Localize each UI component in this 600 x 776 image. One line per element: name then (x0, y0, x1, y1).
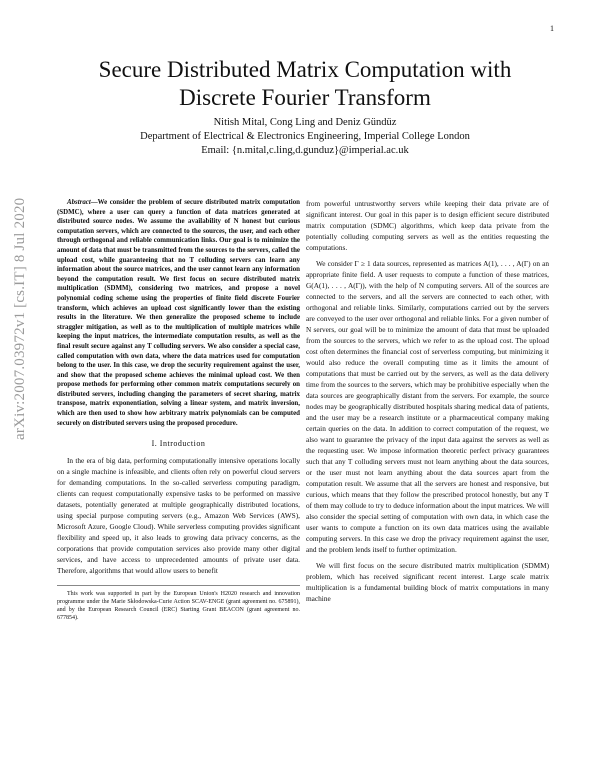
page-number: 1 (550, 24, 554, 33)
abstract-body: —We consider the problem of secure distributed matrix computation (SDMC), where a user can query a function of data matrices generated at distributed source nodes. We assume the availability of N honest but curious computation servers, which are connected to the sources, the user, and each other through orthogonal and reliable communication links. Our goal is to minimize the amount of data that must be transmitted from the sources to the servers, called the upload cost, while guaranteeing that no T colluding servers can learn any information about the source matrices, and the user cannot learn any information beyond the computation result. We first focus on secure distributed matrix multiplication (SDMM), considering two matrices, and propose a novel polynomial coding scheme using the properties of finite field discrete Fourier transform, which achieves an upload cost significantly lower than the existing results in the literature. We then generalize the proposed scheme to include straggler mitigation, as well as to the multiplication of multiple matrices while keeping the input matrices, the intermediate computation results, as well as the final result secure against any T colluding servers. We also consider a special case, called computation with own data, where the data matrices used for computation belong to the user. In this case, we drop the security requirement against the user, and show that the proposed scheme achieves the minimal upload cost. We then propose methods for performing other common matrix computations securely on distributed servers, including changing the parameters of secret sharing, matrix transpose, matrix exponentiation, solving a linear system, and matrix inversion, which are then used to show how arbitrary matrix polynomials can be computed securely on distributed servers using the proposed procedure. (57, 199, 300, 427)
title-line-2: Discrete Fourier Transform (179, 85, 431, 110)
authors: Nitish Mital, Cong Ling and Deniz Gündüz (213, 117, 397, 128)
right-column (306, 198, 549, 604)
author-block (60, 116, 550, 158)
right-paragraph-2: We consider Γ ≥ 1 data sources, represented as matrices A(1), . . . , A(Γ) on an appropriate finite field. A user requests to compute a function of these matrices, G(A(1), . . . , A(Γ)), with the help of N computing servers. All of the sources are connected to the servers, and all the servers are connected to each other, with orthogonal and reliable links. Similarly, computations carried out by the servers are conveyed to the user over orthogonal and reliable links. For a given number of N servers, our goal will be to minimize the amount of data that must be uploaded from the sources to the servers, which we refer to as the upload cost. The upload cost often determines the financial cost of serverless computing, but minimizing it would also reduce the overall computing time as it limits the amount of computations that must be carried out by the servers, as well as the data delivery time from the sources to the servers, which may be prohibitive especially when the data sources are geographically distant from the servers. For example, the source nodes may be geographically distributed hospitals sharing medical data of patients, and the user may be a research institute or a pharmaceutical company making certain queries on the data. In addition to correct computation of the request, we also want to guarantee the privacy of the input data against the servers as well as the requesting user. We impose information theoretic perfect privacy guarantees such that any T colluding servers must not learn anything about the data sources, or the user must not learn anything about the data sources apart from the computation result. We assume that all the servers are honest and responsive, but curious, which means that they follow the prescribed protocol honestly, but any T of them may collude to try to deduce information about the input matrices. We will also consider the special setting of computation with own data, in which case the user wants to compute a function on its own data matrices using the available computing servers. In this case we drop the privacy requirement against the user, and the problem lends itself to further optimization. (306, 259, 549, 554)
arxiv-stamp: arXiv:2007.03972v1 [cs.IT] 8 Jul 2020 (12, 197, 28, 440)
intro-paragraph: In the era of big data, performing computationally intensive operations locally on a single machine is infeasible, and clients often rely on powerful cloud servers for demanding computations. In the so-called serverless computing paradigm, clients can request computationally expensive tasks to be performed on massive datasets, potentially generated at multiple geographically distributed locations, using special purpose computing servers (e.g., Amazon Web Services (AWS), Microsoft Azure, Google Cloud). While serverless computing provides significant flexibility and speed up, it also leads to growing data privacy concerns, as the corporations that provide computation services also provide many other digital services, and have access to unprecedented amounts of private user data. Therefore, algorithms that would allow users to benefit (57, 456, 300, 576)
footnote: This work was supported in part by the European Union's H2020 research and innovation programme under the Marie Skłodowska-Curie Action SCAV-ENGE (grant agreement no. 675891), and by the European Research Council (ERC) Starting Grant BEACON (grant agreement no. 677854). (57, 585, 300, 622)
email: Email: {n.mital,c.ling,d.gunduz}@imperial.ac.uk (201, 145, 409, 156)
title-line-1: Secure Distributed Matrix Computation with (98, 57, 512, 82)
right-paragraph-3: We will first focus on the secure distributed matrix multiplication (SDMM) problem, which has received significant recent interest. Large scale matrix multiplication is a fundamental building block of matrix computations in many machine (306, 561, 549, 603)
right-paragraph-1: from powerful untrustworthy servers while keeping their data private are of significant interest. Our goal in this paper is to design efficient secure distributed matrix computation (SDMC) algorithms, which keep data private from the potentially colluding computing servers as well as the entities requesting the computations. (306, 199, 549, 252)
abstract-lead: Abstract (67, 199, 91, 206)
left-column (57, 198, 300, 622)
abstract (57, 198, 300, 428)
affiliation: Department of Electrical & Electronics Engineering, Imperial College London (140, 131, 470, 142)
section-heading: I. Introduction (151, 439, 206, 449)
paper-title (60, 56, 550, 112)
